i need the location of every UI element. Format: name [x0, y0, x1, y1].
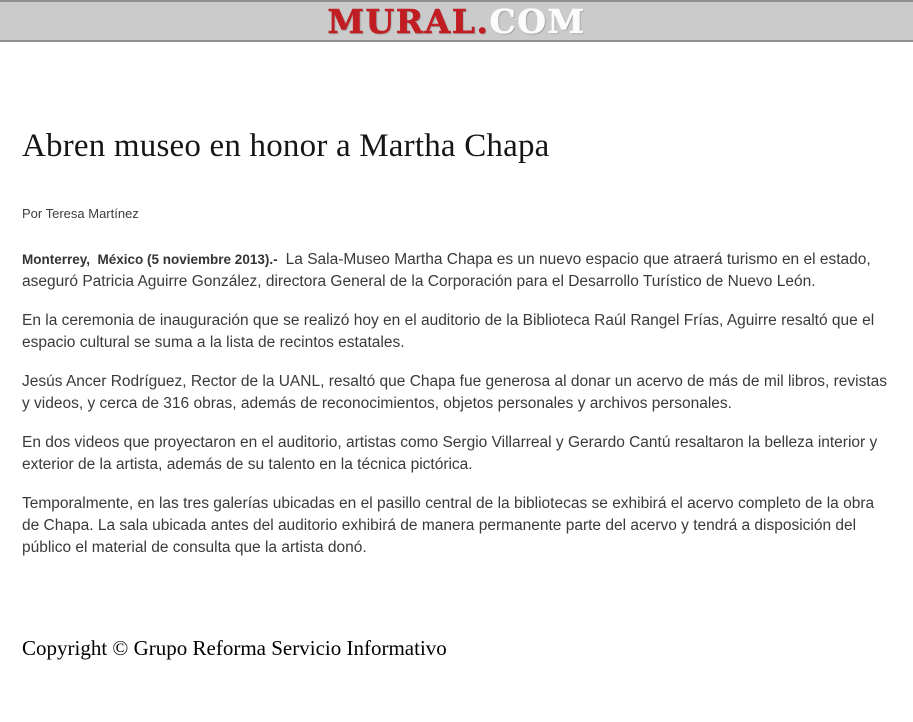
article-paragraph — [22, 432, 890, 476]
paragraph-text: Temporalmente, en las tres galerías ubicadas en el pasillo central de la bibliotecas se exhibirá el acervo completo de la obra de Chapa. La sala ubicada antes del auditorio exhibirá de manera permanente parte del acervo y tendrá a disposición del público el material de consulta que la artista donó. — [22, 495, 875, 556]
article-paragraph — [22, 493, 890, 559]
article-headline: Abren museo en honor a Martha Chapa — [22, 128, 550, 164]
paragraph-text: Jesús Ancer Rodríguez, Rector de la UANL, resaltó que Chapa fue generosa al donar un acervo de más de mil libros, revistas y videos, y cerca de 316 obras, además de reconocimientos, objetos personales y archivos personales. — [22, 373, 888, 412]
article-paragraph — [22, 371, 890, 415]
copyright-notice: Copyright © Grupo Reforma Servicio Informativo — [22, 636, 447, 660]
mural-logo[interactable] — [327, 1, 586, 41]
article-paragraph — [22, 249, 890, 293]
article-content — [0, 126, 913, 559]
article-paragraph — [22, 310, 890, 354]
paragraph-text: En dos videos que proyectaron en el auditorio, artistas como Sergio Villarreal y Gerardo Cantú resaltaron la belleza interior y exterior de la artista, además de su talento en la técnica pictórica. — [22, 434, 878, 473]
logo-dot: . — [476, 1, 490, 41]
logo-text-mural: MURAL — [327, 1, 477, 41]
paragraph-text: En la ceremonia de inauguración que se realizó hoy en el auditorio de la Biblioteca Raúl Rangel Frías, Aguirre resaltó que el espacio cultural se suma a la lista de recintos estatales. — [22, 312, 875, 351]
dateline: Monterrey, México (5 noviembre 2013).- — [22, 252, 282, 267]
logo-text-com: COM — [489, 1, 586, 41]
site-masthead — [0, 0, 913, 42]
paragraph-text: La Sala-Museo Martha Chapa es un nuevo espacio que atraerá turismo en el estado, aseguró Patricia Aguirre González, directora General de la Corporación para el Desarrollo Turístico de Nuevo León. — [22, 251, 871, 290]
article-footer — [0, 635, 913, 661]
article-byline: Por Teresa Martínez — [22, 206, 139, 221]
